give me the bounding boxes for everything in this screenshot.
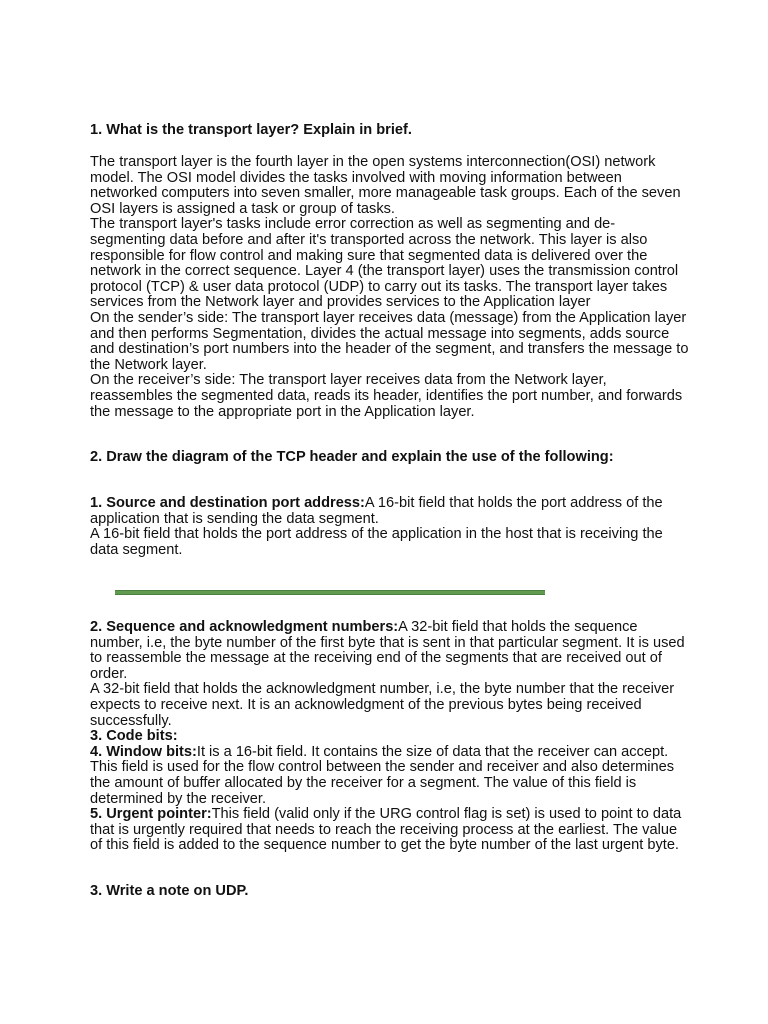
item5-title: 5. Urgent pointer:: [90, 806, 212, 823]
item1-block: [90, 496, 690, 558]
tcp-header-diagram-placeholder-bar: [115, 590, 545, 595]
item4-title: 4. Window bits:: [90, 743, 197, 760]
section1-heading: 1. What is the transport layer? Explain in brief.: [90, 122, 412, 138]
item3-title: 3. Code bits:: [90, 728, 178, 745]
item2-text: A 32-bit field that holds the sequence number, i.e, the byte number of the first byte that is sent in that particular segment. It is used to reassemble the message at the receiving end of the segments that are received out of order.: [90, 619, 685, 682]
section1-paragraph: On the sender’s side: The transport layer receives data (message) from the Application layer and then performs Segmentation, divides the actual message into segments, adds source and destination’s port numbers into the header of the segment, and transfers the message to the Network layer.: [90, 309, 689, 373]
item2-title: 2. Sequence and acknowledgment numbers:: [90, 619, 399, 635]
item1-title: 1. Source and destination port address:: [90, 495, 365, 511]
section1-body: [90, 155, 690, 420]
section3-heading: 3. Write a note on UDP.: [90, 883, 249, 899]
section1-paragraph: The transport layer's tasks include error correction as well as segmenting and de-segmenting data before and after it's transported across the network. This layer is also responsible for flow control and making sure that segmented data is delivered over the network in the correct sequence. Layer 4 (the transport layer) uses the transmission control protocol (TCP) & user data protocol (UDP) to carry out its tasks. The transport layer takes services from the Network layer and provides services to the Application layer: [90, 216, 679, 311]
items-2-5-block: [90, 620, 690, 854]
item5-text: This field (valid only if the URG control flag is set) is used to point to data that is urgently required that needs to reach the receiving process at the earliest. The value of this field is added to the sequence number to get the byte number of the last urgent byte.: [90, 806, 682, 854]
item4-text: It is a 16-bit field. It contains the size of data that the receiver can accept. This field is used for the flow control between the sender and receiver and also determines the amount of buffer allocated by the receiver for a segment. The value of this field is determined by the receiver.: [90, 743, 675, 807]
item1-text: A 16-bit field that holds the port address of the application that is sending the data segment.: [90, 495, 663, 527]
section2-heading: 2. Draw the diagram of the TCP header and explain the use of the following:: [90, 449, 614, 465]
section1-paragraph: The transport layer is the fourth layer in the open systems interconnection(OSI) network model. The OSI model divides the tasks involved with moving information between networked computers into seven smaller, more manageable task groups. Each of the seven OSI layers is assigned a task or group of tasks.: [90, 154, 681, 217]
section1-paragraph: On the receiver’s side: The transport layer receives data from the Network layer, reassembles the segmented data, reads its header, identifies the port number, and forwards the message to the appropriate port in the Application layer.: [90, 372, 683, 420]
item2-text2: A 32-bit field that holds the acknowledgment number, i.e, the byte number that the receiver expects to receive next. It is an acknowledgment of the previous bytes being received successfully.: [90, 681, 675, 729]
item1-text2: A 16-bit field that holds the port address of the application in the host that is receiving the data segment.: [90, 526, 663, 558]
